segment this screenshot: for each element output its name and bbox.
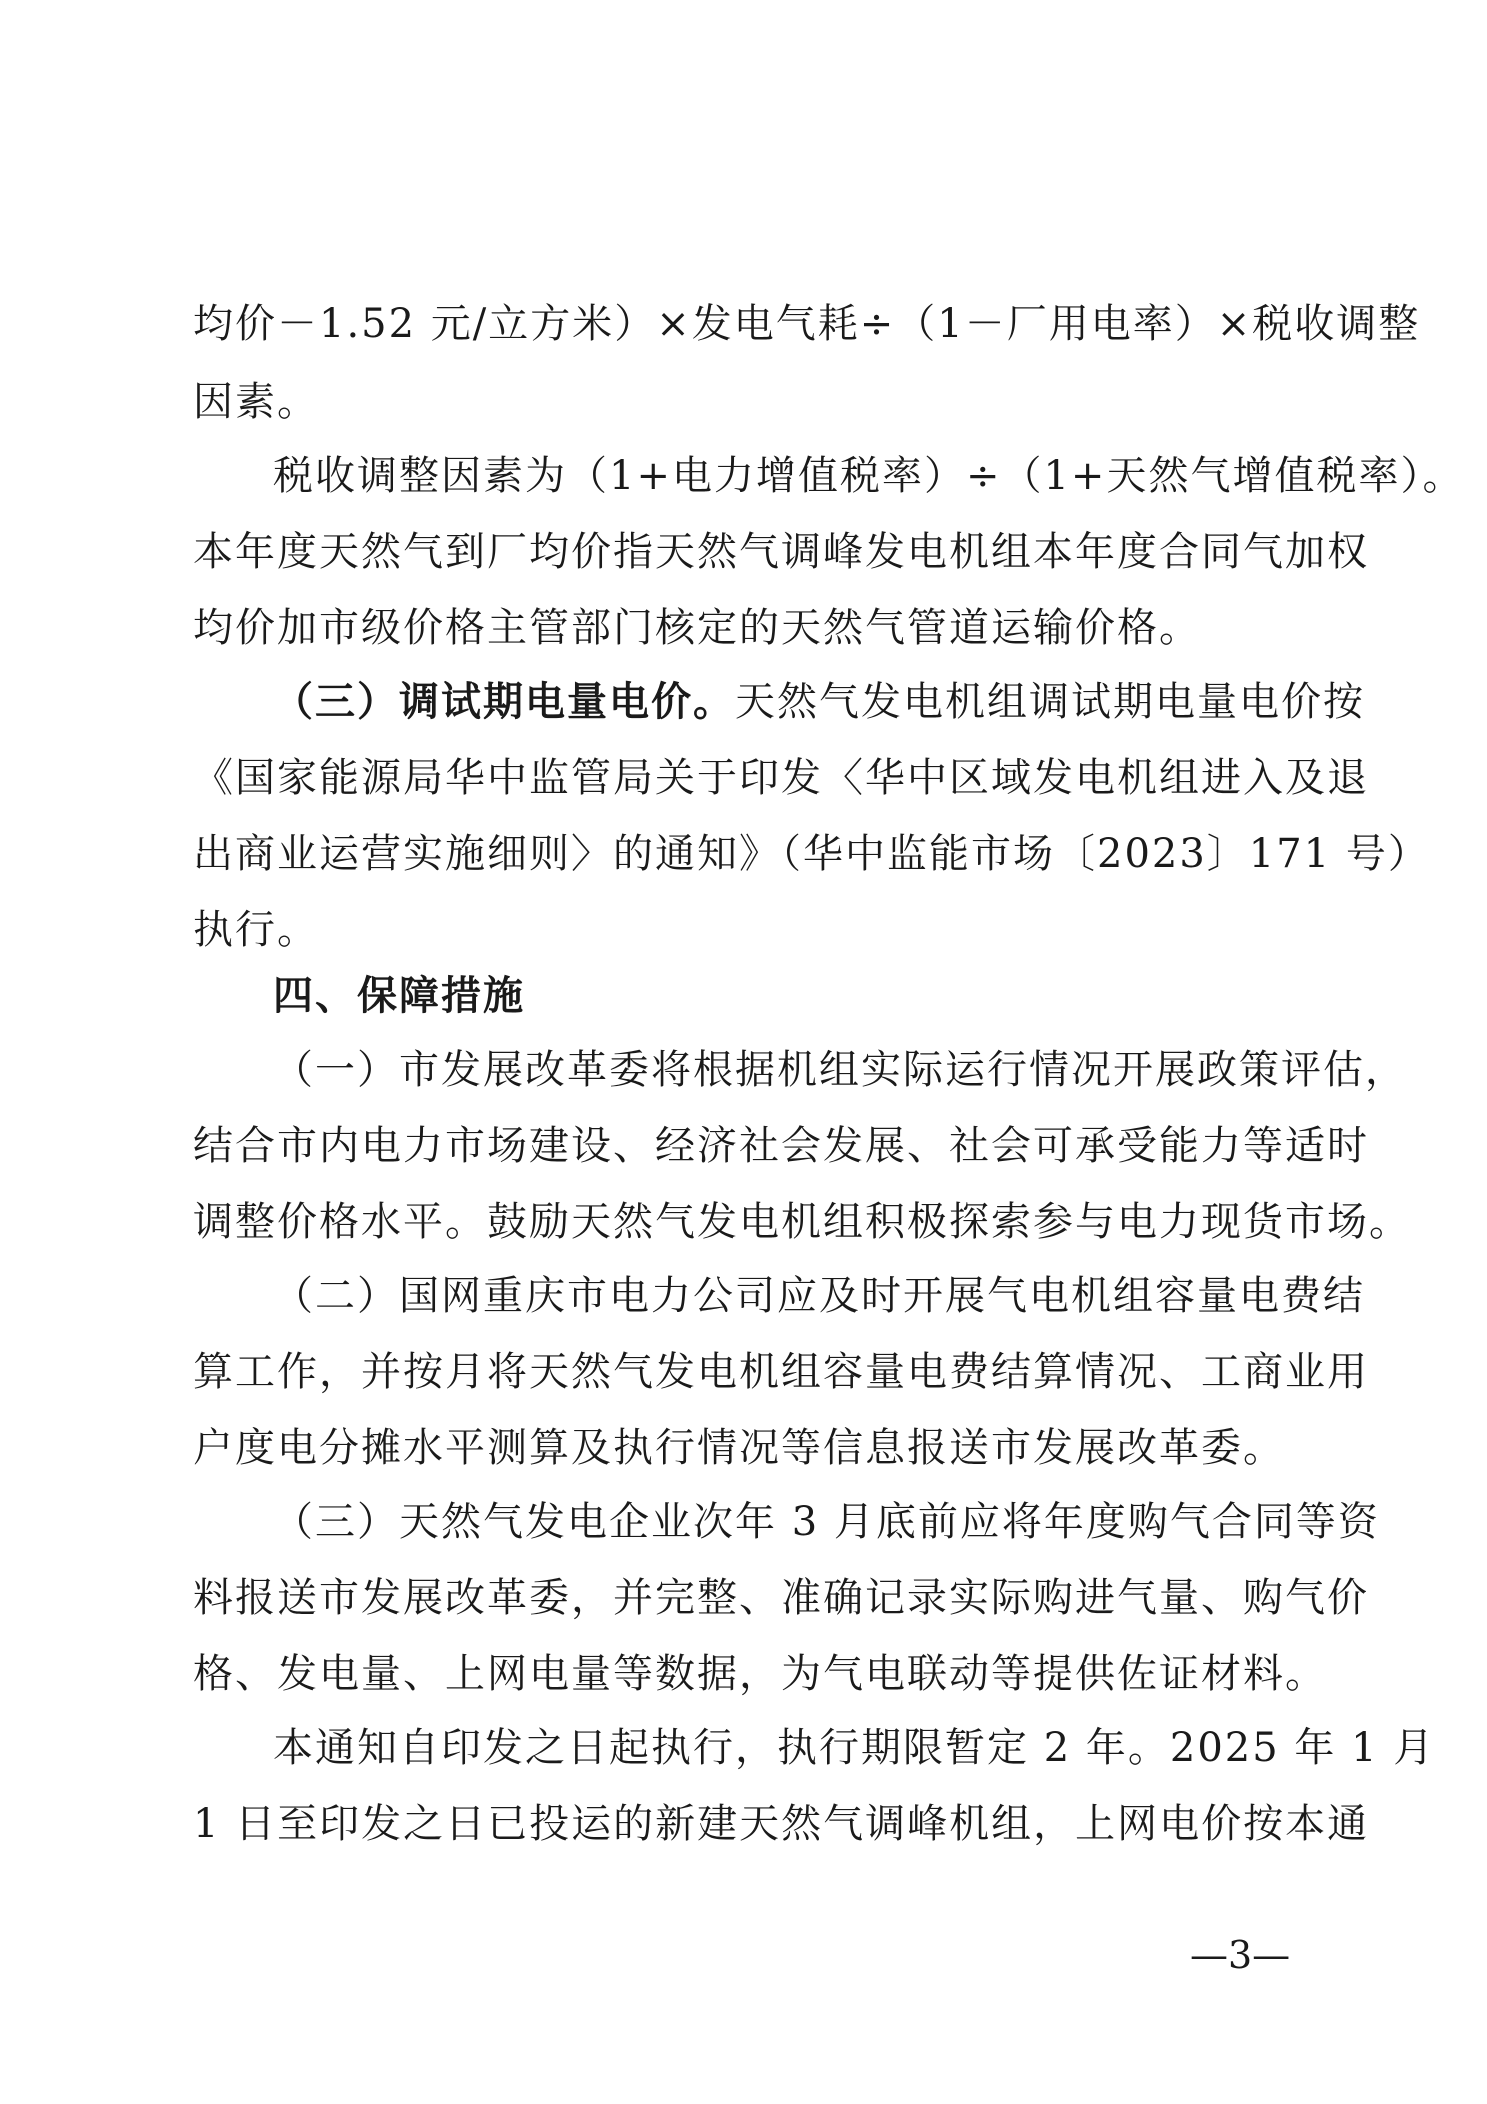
text-line: （二）国网重庆市电力公司应及时开展气电机组容量电费结: [273, 1273, 1365, 1319]
text-line: 1 日至印发之日已投运的新建天然气调峰机组，上网电价按本通: [193, 1801, 1370, 1847]
text-line: 料报送市发展改革委，并完整、准确记录实际购进气量、购气价: [193, 1575, 1369, 1621]
text-line: 税收调整因素为（1+电力增值税率）÷（1+天然气增值税率）。: [273, 453, 1465, 499]
text-line: （三）天然气发电企业次年 3 月底前应将年度购气合同等资: [273, 1499, 1380, 1545]
text-line: [273, 674, 1393, 730]
text-line: 均价－1.52 元/立方米）×发电气耗÷（1－厂用电率）×税收调整: [193, 301, 1421, 347]
section-heading: 四、保障措施: [273, 973, 525, 1019]
text-line: 本年度天然气到厂均价指天然气调峰发电机组本年度合同气加权: [193, 529, 1369, 575]
text-line: 执行。: [193, 907, 319, 953]
text-line: 本通知自印发之日起执行，执行期限暂定 2 年。2025 年 1 月: [273, 1725, 1436, 1771]
text-line: 算工作，并按月将天然气发电机组容量电费结算情况、工商业用: [193, 1349, 1369, 1395]
text-line: （一）市发展改革委将根据机组实际运行情况开展政策评估，: [273, 1047, 1407, 1093]
text-line: 调整价格水平。鼓励天然气发电机组积极探索参与电力现货市场。: [193, 1199, 1411, 1245]
text-line: 均价加市级价格主管部门核定的天然气管道运输价格。: [193, 605, 1201, 651]
text-line: 因素。: [193, 379, 319, 425]
text-line: 出商业运营实施细则〉的通知》（华中监能市场〔2023〕171 号）: [193, 831, 1430, 877]
text-line: 格、发电量、上网电量等数据，为气电联动等提供佐证材料。: [193, 1651, 1327, 1697]
subheading-lead: （三）调试期电量电价。: [273, 678, 735, 725]
text-line: 《国家能源局华中监管局关于印发〈华中区域发电机组进入及退: [193, 755, 1369, 801]
page-number: —3—: [1190, 1933, 1291, 1977]
text-line: 结合市内电力市场建设、经济社会发展、社会可承受能力等适时: [193, 1123, 1369, 1169]
text-line: 户度电分摊水平测算及执行情况等信息报送市发展改革委。: [193, 1425, 1285, 1471]
text-span: 天然气发电机组调试期电量电价按: [735, 679, 1365, 725]
